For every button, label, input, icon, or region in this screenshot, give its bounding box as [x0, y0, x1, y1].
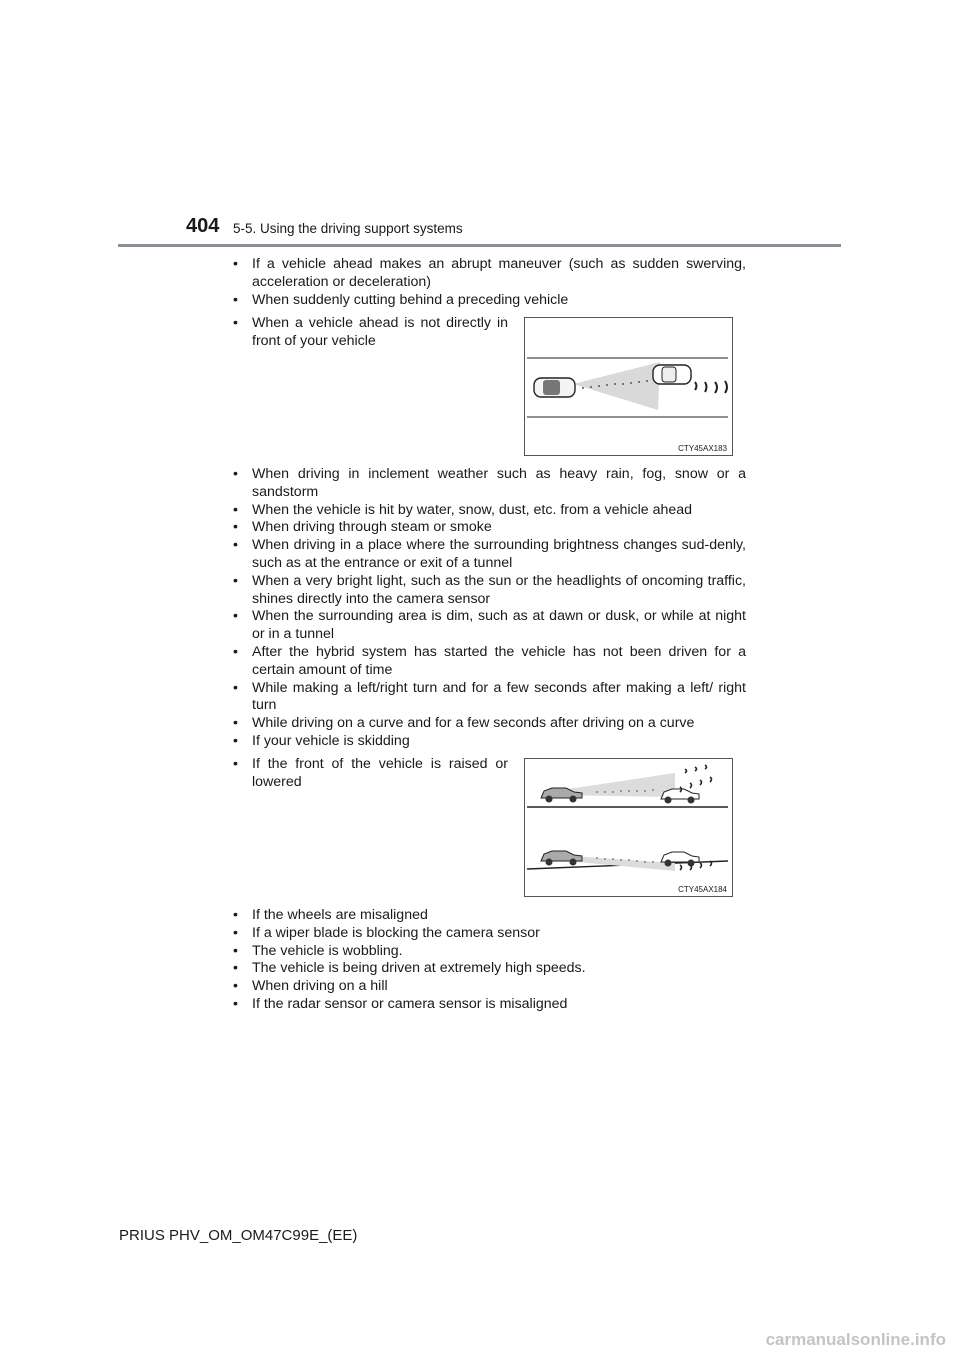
- list-item-text: When driving through steam or smoke: [252, 519, 492, 536]
- list-item-text: When driving in a place where the surrounding brightness changes sud-denly, such as at the entrance or exit of a tunnel: [252, 537, 746, 571]
- list-item-text: When the surrounding area is dim, such as at dawn or dusk, or while at night or in a tunnel: [252, 608, 746, 643]
- bullet-dot: •: [233, 315, 238, 331]
- list-item-text: After the hybrid system has started the vehicle has not been driven for a certain amount of time: [252, 643, 746, 678]
- list-item-text: When a vehicle ahead is not directly in front of your vehicle: [252, 315, 508, 349]
- bullet-dot: •: [233, 907, 238, 923]
- list-item-text: If the wheels are misaligned: [252, 907, 428, 923]
- figure-vehicle-pitch: [524, 758, 733, 897]
- bullet-dot: •: [233, 519, 238, 536]
- figure-code: CTY45AX184: [678, 885, 727, 894]
- bullet-dot: •: [233, 756, 238, 772]
- list-item: [233, 715, 746, 733]
- bullet-list-2: [233, 466, 746, 751]
- list-item: [233, 466, 746, 502]
- footer-manual-code: PRIUS PHV_OM_OM47C99E_(EE): [119, 1227, 358, 1244]
- list-item-text: While making a left/right turn and for a few seconds after making a left/ right turn: [252, 679, 746, 714]
- list-item: [233, 943, 746, 961]
- bullet-dot: •: [233, 501, 238, 518]
- bullet-dot: •: [233, 679, 238, 696]
- bullet-dot: •: [233, 291, 238, 308]
- bullet-dot: •: [233, 256, 238, 272]
- bullet-dot: •: [233, 995, 238, 1012]
- bullet-dot: •: [233, 643, 238, 660]
- watermark[interactable]: carmanualsonline.info: [765, 1330, 946, 1349]
- figure1-caption: [233, 315, 508, 351]
- list-item: [233, 925, 746, 943]
- list-item-text: When suddenly cutting behind a preceding vehicle: [252, 291, 569, 308]
- list-item: [233, 502, 746, 520]
- list-item: [233, 537, 746, 573]
- bullet-list-1: [233, 256, 746, 309]
- raised-lowered-vehicle-illustration: [525, 759, 732, 896]
- list-item-text: If the radar sensor or camera sensor is misaligned: [252, 995, 568, 1012]
- bullet-dot: •: [233, 466, 238, 482]
- list-item: [233, 978, 746, 996]
- list-item: [233, 907, 746, 925]
- list-item-text: When driving in inclement weather such as heavy rain, fog, snow or a sandstorm: [252, 466, 746, 500]
- list-item: [233, 680, 746, 716]
- figure-code: CTY45AX183: [678, 444, 727, 453]
- page-number: 404: [186, 215, 220, 237]
- list-item-text: While driving on a curve and for a few seconds after driving on a curve: [252, 715, 695, 732]
- list-item: [233, 315, 508, 351]
- list-item: [233, 256, 746, 292]
- list-item: [233, 608, 746, 644]
- list-item: [233, 292, 746, 310]
- list-item-text: If a vehicle ahead makes an abrupt maneuver (such as sudden swerving, acceleration or deceleration): [252, 256, 746, 290]
- list-item: [233, 756, 508, 792]
- list-item: [233, 644, 746, 680]
- list-item-text: If the front of the vehicle is raised or lowered: [252, 756, 508, 790]
- list-item: [233, 996, 746, 1014]
- bullet-dot: •: [233, 537, 238, 554]
- bullet-dot: •: [233, 608, 238, 625]
- figure-vehicle-offset: [524, 317, 733, 456]
- list-item-text: When the vehicle is hit by water, snow, dust, etc. from a vehicle ahead: [252, 501, 693, 518]
- offset-vehicle-illustration: [525, 318, 732, 455]
- figure2-caption: [233, 756, 508, 792]
- list-item-text: The vehicle is wobbling.: [252, 942, 403, 959]
- section-title: 5-5. Using the driving support systems: [233, 221, 463, 236]
- bullet-dot: •: [233, 942, 238, 959]
- list-item-text: When a very bright light, such as the sun or the headlights of oncoming traffic, shines directly into the camera sensor: [252, 572, 746, 607]
- bullet-dot: •: [233, 572, 238, 589]
- list-item: [233, 733, 746, 751]
- list-item-text: If your vehicle is skidding: [252, 732, 410, 749]
- list-item: [233, 519, 746, 537]
- list-item: [233, 573, 746, 609]
- list-item-text: If a wiper blade is blocking the camera sensor: [252, 924, 540, 941]
- bullet-dot: •: [233, 960, 238, 977]
- bullet-dot: •: [233, 924, 238, 941]
- bullet-dot: •: [233, 715, 238, 732]
- header-rule: [118, 244, 841, 247]
- list-item-text: When driving on a hill: [252, 978, 388, 995]
- list-item-text: The vehicle is being driven at extremely high speeds.: [252, 960, 586, 977]
- bullet-dot: •: [233, 978, 238, 995]
- list-item: [233, 960, 746, 978]
- bullet-dot: •: [233, 732, 238, 749]
- bullet-list-3: [233, 907, 746, 1014]
